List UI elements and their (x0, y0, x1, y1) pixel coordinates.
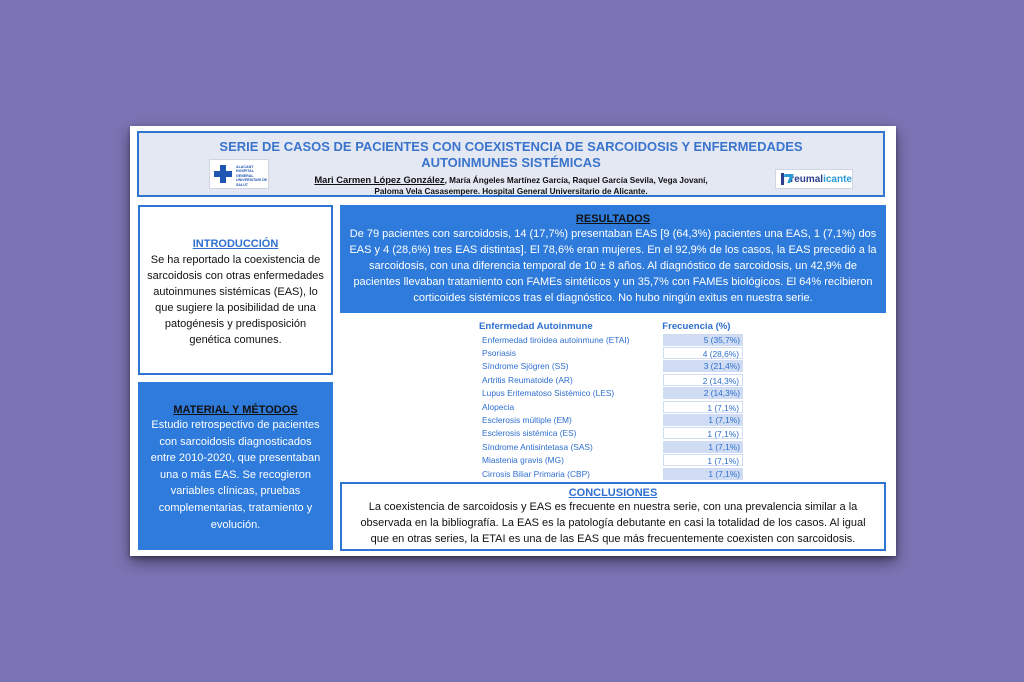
results-section (340, 205, 886, 313)
poster (130, 126, 896, 556)
introduction-title: INTRODUCCIÓN (192, 238, 279, 250)
methods-title: MATERIAL Y MÉTODOS (173, 404, 298, 416)
table-row: Síndrome Sjögren (SS) 3 (21,4%) (479, 360, 743, 373)
conclusions-section (340, 482, 886, 551)
table-row: Psoriasis 4 (28,6%) (479, 346, 743, 359)
table-row: Artritis Reumatoide (AR) 2 (14,3%) (479, 373, 743, 386)
table-row: Esclerosis sistémica (ES) 1 (7,1%) (479, 427, 743, 440)
column-header-frequency: Frecuencia (%) (662, 320, 731, 332)
reumalicante-logo: reumalicante (775, 169, 853, 189)
introduction-section (138, 205, 333, 375)
table-row: Cirrosis Biliar Primaria (CBP) 1 (7,1%) (479, 467, 743, 480)
reumalicante-mark-icon (780, 173, 787, 185)
methods-section (138, 382, 333, 550)
conclusions-title: CONCLUSIONES (568, 487, 658, 499)
hospital-logo-text: ALACANT HOSPITAL GENERAL UNIVERSITARI DE SALUT (236, 165, 268, 187)
poster-header (137, 131, 885, 197)
table-row: Síndrome Antisintetasa (SAS) 1 (7,1%) (479, 440, 743, 453)
results-text: De 79 pacientes con sarcoidosis, 14 (17,7%) presentaban EAS [9 (64,3%) pacientes una EAS, 1 (7,1%) dos EAS y 4 (28,6%) tres EAS distintas]. El 78,6% eran mujeres. En el 92,9% de los casos, la EAS precedió a la sarcoidosis, con una diferencia temporal de 10 ± 8 años. Al diagnóstico de sarcoidosis, un 42,9% de pacientes llevaban tratamiento con FAMEs sintéticos y un 35,7% con FAMEs biológicos. El 64% recibieron corticoides sistémicos tras el diagnóstico. No hubo ningún exitus en nuestra serie. (349, 228, 877, 304)
table-row: Miastenia gravis (MG) 1 (7,1%) (479, 454, 743, 467)
table-header (479, 319, 743, 333)
table-row: Esclerosis múltiple (EM) 1 (7,1%) (479, 413, 743, 426)
conclusions-text: La coexistencia de sarcoidosis y EAS es frecuente en nuestra serie, con una prevalencia similar a la observada en la bibliografía. La EAS es la patología debutante en casi la totalidad de los casos. Al igual que en otras series, la ETAI es una de las EAS que más frecuentemente coexisten con sarcoidosis. (360, 501, 866, 545)
table-row: Alopecia 1 (7,1%) (479, 400, 743, 413)
table-row: Lupus Eritematoso Sistémico (LES) 2 (14,3%) (479, 387, 743, 400)
poster-title: SERIE DE CASOS DE PACIENTES CON COEXISTENCIA DE SARCOIDOSIS Y ENFERMEDADES AUTOINMUNES SISTÉMICAS (219, 139, 803, 170)
authors: Mari Carmen López González, María Ángeles Martínez García, Raquel García Sevila, Vega Jovaní, Paloma Vela Casasempere. Hospital General Universitario de Alicante. (314, 174, 708, 196)
results-title: RESULTADOS (575, 213, 651, 225)
table-row: Enfermedad tiroidea autoinmune (ETAI) 5 (35,7%) (479, 333, 743, 346)
introduction-text: Se ha reportado la coexistencia de sarcoidosis con otras enfermedades autoinmunes sistémicas (EAS), lo que sugiere la posibilidad de una patogénesis y predisposición genética comunes. (147, 254, 324, 346)
main-author: Mari Carmen López González (314, 174, 445, 185)
methods-text: Estudio retrospectivo de pacientes con sarcoidosis diagnosticados entre 2010-2020, que presentaban una o más EAS. Se recogieron variables clínicas, pruebas complementarias, tratamiento y evolución. (150, 419, 321, 531)
column-header-disease: Enfermedad Autoinmune (479, 320, 593, 332)
frequency-table (479, 319, 743, 480)
